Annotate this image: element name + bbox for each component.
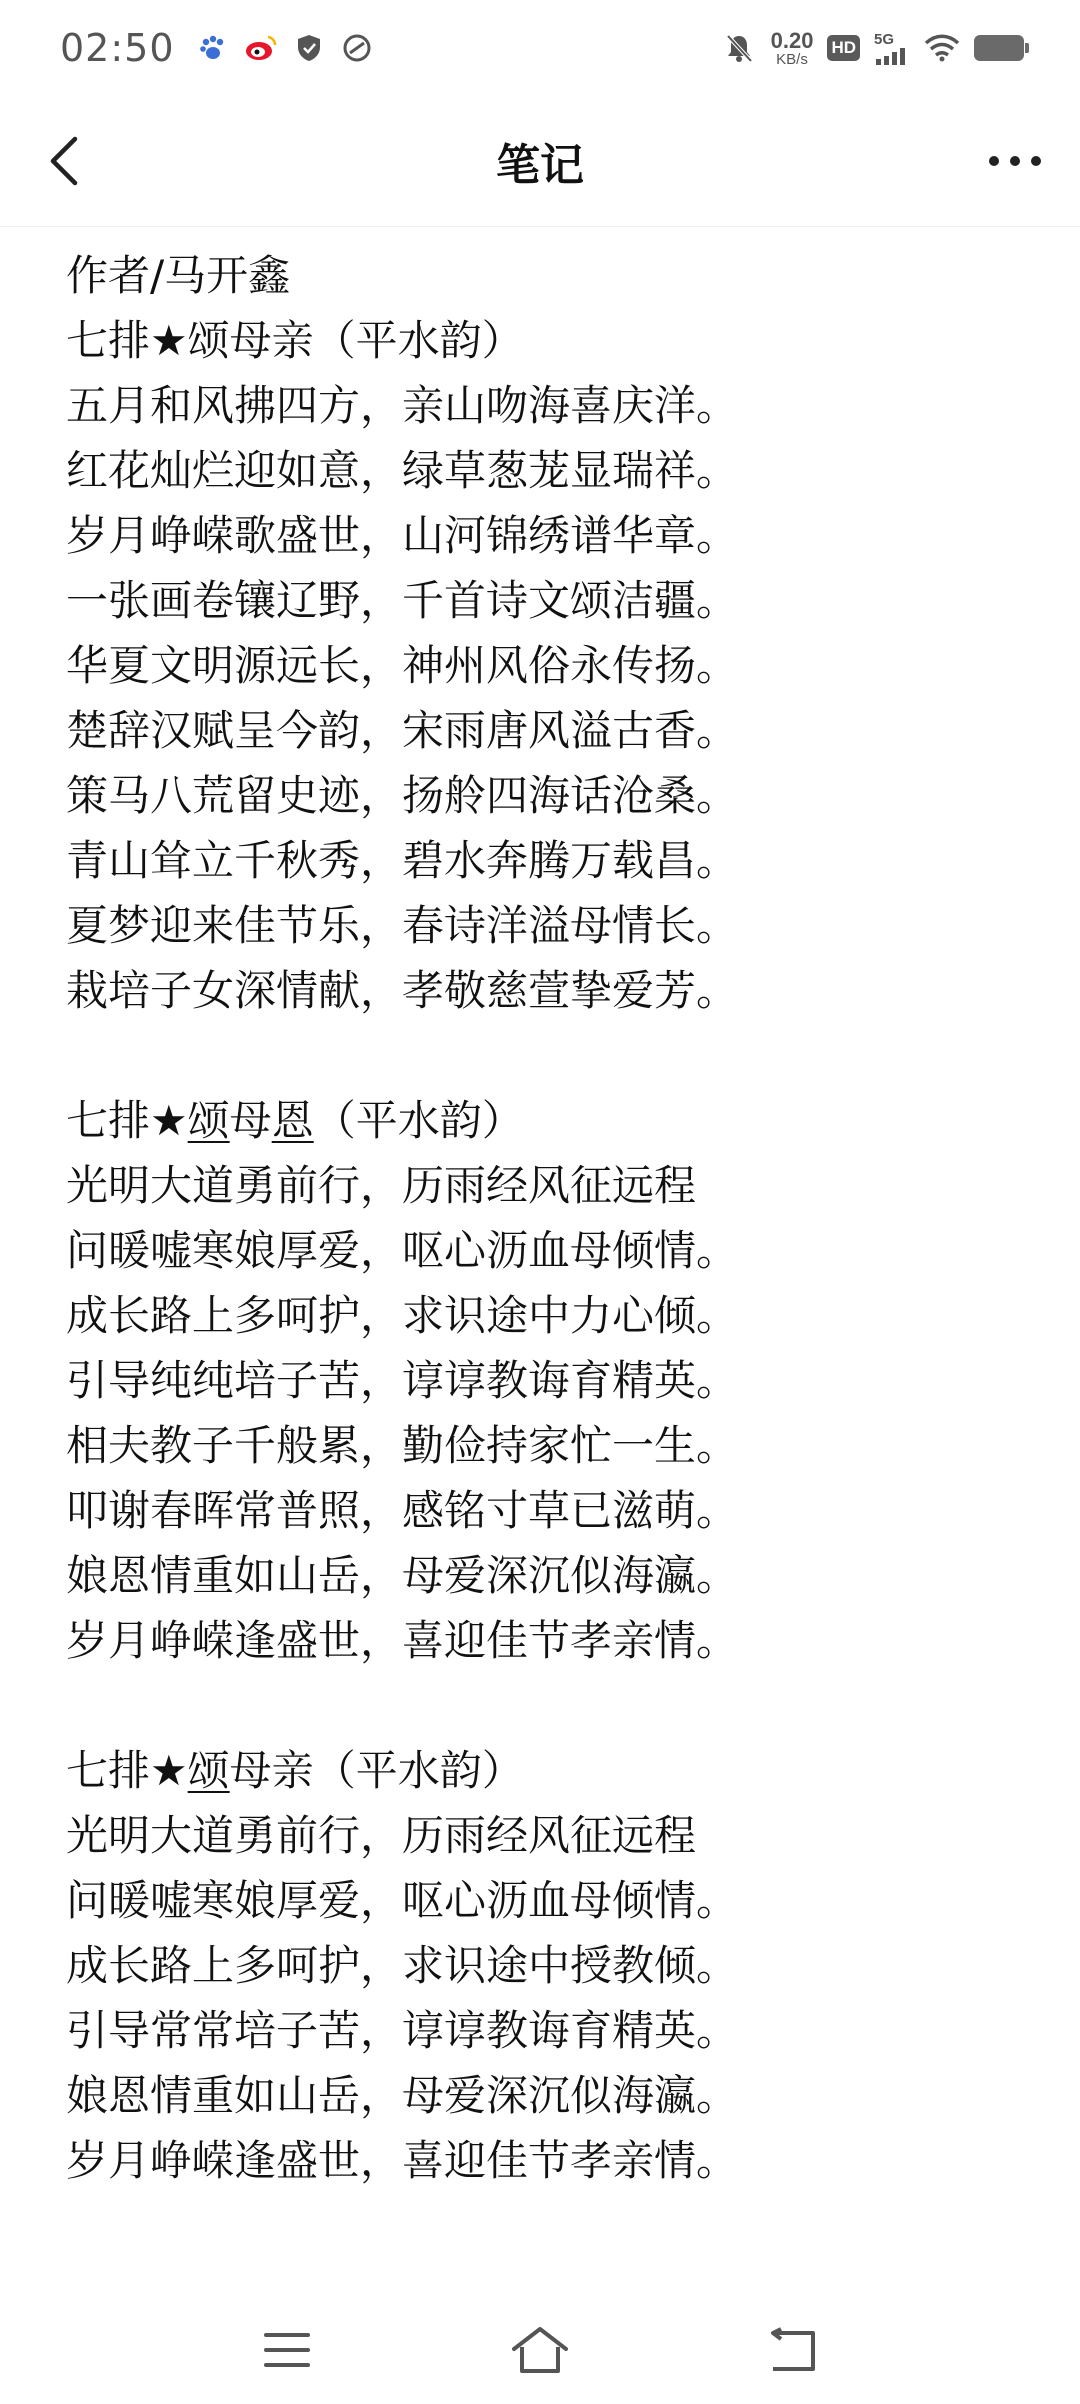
battery-icon	[974, 35, 1024, 61]
signal-icon	[874, 47, 910, 65]
poem-title-prefix: 七排★	[66, 1746, 188, 1795]
status-time: 02:50	[60, 26, 175, 70]
poem-line: 岁月峥嵘逢盛世，喜迎佳节孝亲情。	[66, 1616, 739, 1665]
poem-line: 叩谢春晖常普照，感铭寸草已滋萌。	[66, 1486, 739, 1535]
poem-line: 光明大道勇前行，历雨经风征远程	[66, 1811, 697, 1860]
poem-line: 问暖嘘寒娘厚爱，呕心沥血母倾情。	[66, 1876, 739, 1925]
home-icon	[510, 2325, 570, 2375]
poem-line: 五月和风拂四方，亲山吻海喜庆洋。	[66, 381, 739, 430]
back-nav-icon	[767, 2327, 819, 2373]
app-header	[0, 96, 1080, 227]
note-author: 作者/马开鑫	[66, 251, 291, 300]
weibo-icon	[243, 30, 279, 66]
poem-line: 岁月峥嵘歌盛世，山河锦绣谱华章。	[66, 511, 739, 560]
poem-line: 楚辞汉赋呈今韵，宋雨唐风溢古香。	[66, 706, 739, 755]
chevron-left-icon	[45, 135, 85, 187]
poem-line: 一张画卷镶辽野，千首诗文颂洁疆。	[66, 576, 739, 625]
poem-line: 夏梦迎来佳节乐，春诗洋溢母情长。	[66, 901, 739, 950]
poem-title-underlined: 颂	[187, 1746, 230, 1795]
poem-title	[66, 1088, 1026, 1153]
note-body[interactable]	[66, 243, 1026, 2193]
network-type: 5G	[874, 30, 895, 48]
poem-title-text: 母	[229, 1096, 272, 1145]
system-nav-bar	[0, 2296, 1080, 2404]
shield-icon	[291, 30, 327, 66]
wifi-icon	[924, 30, 960, 66]
poem-line: 引导常常培子苦，谆谆教诲育精英。	[66, 2006, 739, 2055]
blank-line	[66, 1673, 1026, 1738]
poem-line: 问暖嘘寒娘厚爱，呕心沥血母倾情。	[66, 1226, 739, 1275]
more-dots-icon	[987, 154, 1043, 168]
back-button[interactable]	[30, 126, 100, 196]
net-speed	[770, 27, 814, 68]
net-speed-unit: KB/s	[776, 50, 808, 68]
poem-title-underlined: 颂	[187, 1096, 230, 1145]
poem-title-prefix: 七排★	[66, 1096, 188, 1145]
status-system-icons	[721, 27, 1024, 68]
hd-badge: HD	[827, 35, 860, 61]
more-options-button[interactable]	[980, 126, 1050, 196]
poem-title-suffix: （平水韵）	[313, 1746, 524, 1795]
mute-bell-icon	[721, 30, 757, 66]
back-nav-button[interactable]	[748, 2305, 838, 2395]
poem-line: 华夏文明源远长，神州风俗永传扬。	[66, 641, 739, 690]
poem-line: 引导纯纯培子苦，谆谆教诲育精英。	[66, 1356, 739, 1405]
poem-line: 栽培子女深情献，孝敬慈萱挚爱芳。	[66, 966, 739, 1015]
poem-line: 娘恩情重如山岳，母爱深沉似海瀛。	[66, 2071, 739, 2120]
poem-title-prefix: 七排★	[66, 316, 188, 365]
poem-line: 红花灿烂迎如意，绿草葱茏显瑞祥。	[66, 446, 739, 495]
home-button[interactable]	[495, 2305, 585, 2395]
poem-title-text: 颂母亲	[187, 316, 314, 365]
poem-title-underlined: 恩	[271, 1096, 314, 1145]
poem-line: 光明大道勇前行，历雨经风征远程	[66, 1161, 697, 1210]
menu-icon	[262, 2330, 312, 2370]
poem-line: 成长路上多呵护，求识途中力心倾。	[66, 1291, 739, 1340]
poem-title-suffix: （平水韵）	[313, 1096, 524, 1145]
net-speed-value: 0.20	[770, 27, 814, 53]
poem-title	[66, 1738, 1026, 1803]
poem-line: 娘恩情重如山岳，母爱深沉似海瀛。	[66, 1551, 739, 1600]
status-notification-icons	[195, 30, 375, 66]
status-bar	[0, 0, 1080, 96]
poem-title-text: 母亲	[229, 1746, 314, 1795]
page-title: 笔记	[496, 140, 584, 191]
poem-line: 岁月峥嵘逢盛世，喜迎佳节孝亲情。	[66, 2136, 739, 2185]
poem-line: 成长路上多呵护，求识途中授教倾。	[66, 1941, 739, 1990]
signal-indicator	[874, 32, 910, 65]
paw-icon	[195, 30, 231, 66]
poem-line: 青山耸立千秋秀，碧水奔腾万载昌。	[66, 836, 739, 885]
poem-title-suffix: （平水韵）	[313, 316, 524, 365]
menu-button[interactable]	[242, 2305, 332, 2395]
poem-line: 策马八荒留史迹，扬舲四海话沧桑。	[66, 771, 739, 820]
poem-line: 相夫教子千般累，勤俭持家忙一生。	[66, 1421, 739, 1470]
link-icon	[339, 30, 375, 66]
poem-title	[66, 308, 1026, 373]
blank-line	[66, 1023, 1026, 1088]
